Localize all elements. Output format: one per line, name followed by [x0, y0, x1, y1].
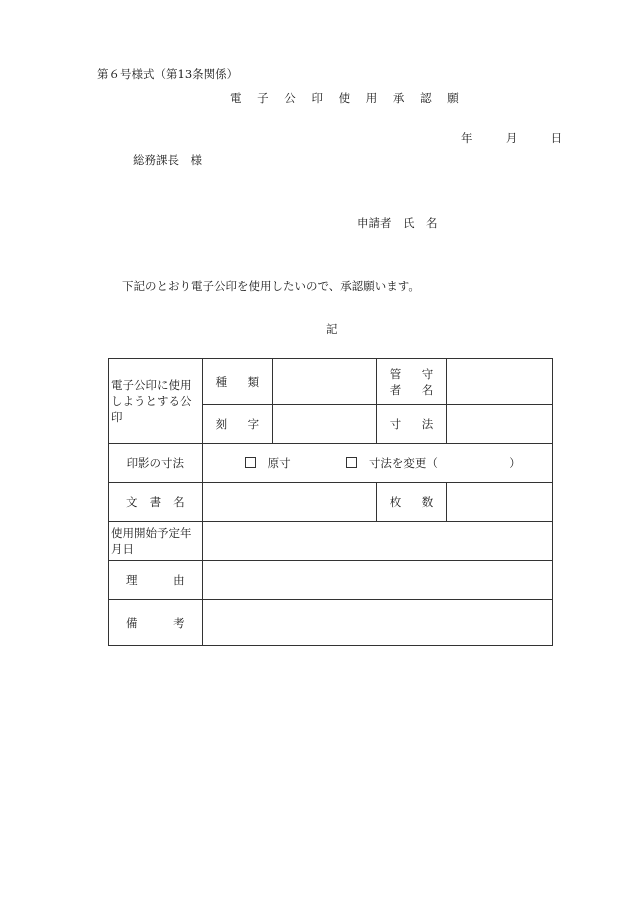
reason-value[interactable]	[202, 561, 552, 600]
ki-heading: 記	[326, 322, 338, 336]
request-table	[108, 358, 553, 646]
date-line	[461, 130, 562, 146]
doc-name-label: 文 書 名	[109, 483, 203, 522]
impression-options	[202, 444, 552, 483]
doc-name-value[interactable]	[202, 483, 376, 522]
count-value[interactable]	[447, 483, 553, 522]
remarks-label: 備 考	[109, 600, 203, 646]
option-change-label: 寸法を変更（	[368, 456, 438, 470]
seal-label: 電子公印に使用しようとする公印	[109, 359, 203, 444]
start-date-value[interactable]	[202, 522, 552, 561]
type-label: 種 類	[202, 359, 272, 405]
count-label: 枚 数	[376, 483, 446, 522]
dimension-value[interactable]	[447, 405, 553, 444]
date-month: 月	[505, 131, 518, 145]
type-value[interactable]	[273, 359, 377, 405]
change-size-checkbox[interactable]	[346, 457, 357, 468]
manager-label: 管 守 者 名	[376, 359, 446, 405]
engraving-label: 刻 字	[202, 405, 272, 444]
reason-label: 理 由	[109, 561, 203, 600]
dimension-label: 寸 法	[376, 405, 446, 444]
manager-value[interactable]	[447, 359, 553, 405]
applicant-name-label: 申請者 氏 名	[357, 216, 438, 230]
engraving-value[interactable]	[273, 405, 377, 444]
date-day: 日	[550, 131, 563, 145]
impression-label: 印影の寸法	[109, 444, 203, 483]
remarks-value[interactable]	[202, 600, 552, 646]
date-year: 年	[461, 131, 473, 145]
start-date-label: 使用開始予定年月日	[109, 522, 203, 561]
option-close-paren: ）	[509, 456, 521, 470]
original-size-checkbox[interactable]	[245, 457, 256, 468]
recipient: 総務課長 様	[133, 153, 202, 167]
document-title: 電 子 公 印 使 用 承 認 願	[230, 91, 465, 105]
form-number: 第６号様式（第13条関係）	[97, 67, 239, 81]
option-original-label: 原寸	[267, 456, 291, 470]
body-text: 下記のとおり電子公印を使用したいので、承認願います。	[122, 279, 420, 293]
